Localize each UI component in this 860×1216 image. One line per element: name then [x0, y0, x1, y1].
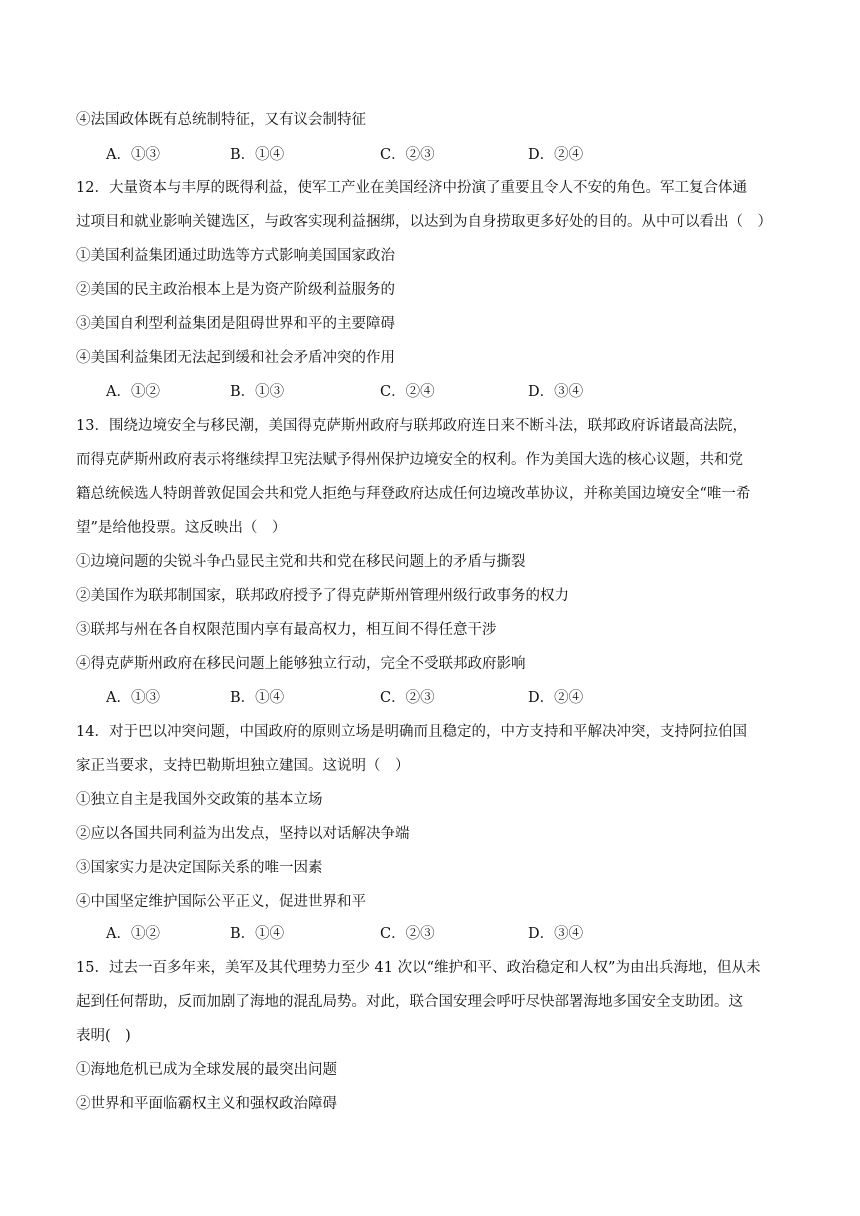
- q14-option-a[interactable]: A．①②: [106, 926, 160, 942]
- q12-options: [106, 382, 726, 402]
- q14-statement-3: ③国家实力是决定国际关系的唯一因素: [76, 860, 323, 876]
- q12-statement-3: ③美国自利型利益集团是阻碍世界和平的主要障碍: [76, 316, 395, 332]
- q14-statement-4: ④中国坚定维护国际公平正义，促进世界和平: [76, 894, 366, 910]
- q12-statement-1: ①美国利益集团通过助选等方式影响美国国家政治: [76, 248, 395, 264]
- q11-options: [106, 145, 726, 165]
- q13-option-b[interactable]: B．①④: [230, 690, 285, 706]
- q14-options: [106, 924, 726, 944]
- q13-option-d[interactable]: D．②④: [528, 690, 584, 706]
- q12-statement-2: ②美国的民主政治根本上是为资产阶级利益服务的: [76, 282, 395, 298]
- q14-stem-line-2: 家正当要求，支持巴勒斯坦独立建国。这说明（ ）: [76, 758, 410, 774]
- q13-option-c[interactable]: C．②③: [380, 690, 435, 706]
- q12-option-a[interactable]: A．①②: [106, 384, 160, 400]
- q11-option-b[interactable]: B．①④: [230, 147, 285, 163]
- q13-statement-2: ②美国作为联邦制国家，联邦政府授予了得克萨斯州管理州级行政事务的权力: [76, 588, 569, 604]
- q12-option-b[interactable]: B．①③: [230, 384, 285, 400]
- q14-option-d[interactable]: D．③④: [528, 926, 584, 942]
- q12-option-c[interactable]: C．②④: [380, 384, 435, 400]
- q15-stem-line-1: 15．过去一百多年来，美军及其代理势力至少 41 次以“维护和平、政治稳定和人权”为由出兵海地，但从未: [76, 960, 761, 976]
- q14-statement-2: ②应以各国共同利益为出发点，坚持以对话解决争端: [76, 826, 410, 842]
- q12-stem-line-2: 过项目和就业影响关键选区，与政客实现利益捆绑，以达到为自身捞取更多好处的目的。从中可以看出（ ）: [76, 214, 772, 230]
- q14-option-c[interactable]: C．②③: [380, 926, 435, 942]
- q13-stem-line-2: 而得克萨斯州政府表示将继续捍卫宪法赋予得州保护边境安全的权利。作为美国大选的核心议题，共和党: [76, 452, 743, 468]
- q13-statement-4: ④得克萨斯州政府在移民问题上能够独立行动，完全不受联邦政府影响: [76, 656, 526, 672]
- q13-options: [106, 688, 726, 708]
- q14-stem-line-1: 14．对于巴以冲突问题，中国政府的原则立场是明确而且稳定的，中方支持和平解决冲突，支持阿拉伯国: [76, 724, 747, 740]
- q14-statement-1: ①独立自主是我国外交政策的基本立场: [76, 792, 323, 808]
- q12-statement-4: ④美国利益集团无法起到缓和社会矛盾冲突的作用: [76, 350, 395, 366]
- q12-stem-line-1: 12．大量资本与丰厚的既得利益，使军工产业在美国经济中扮演了重要且令人不安的角色。军工复合体通: [76, 180, 747, 196]
- q13-stem-line-1: 13．围绕边境安全与移民潮，美国得克萨斯州政府与联邦政府连日来不断斗法，联邦政府诉诸最高法院，: [76, 418, 747, 434]
- q15-stem-line-3: 表明( ): [76, 1028, 131, 1044]
- q11-option-c[interactable]: C．②③: [380, 147, 435, 163]
- q15-statement-1: ①海地危机已成为全球发展的最突出问题: [76, 1062, 337, 1078]
- q14-option-b[interactable]: B．①④: [230, 926, 285, 942]
- q15-stem-line-2: 起到任何帮助，反而加剧了海地的混乱局势。对此，联合国安理会呼吁尽快部署海地多国安全支助团。这: [76, 994, 743, 1010]
- q12-option-d[interactable]: D．③④: [528, 384, 584, 400]
- q13-stem-line-4: 望”是给他投票。这反映出（ ）: [76, 520, 287, 536]
- q13-statement-3: ③联邦与州在各自权限范围内享有最高权力，相互间不得任意干涉: [76, 622, 497, 638]
- q13-statement-1: ①边境问题的尖锐斗争凸显民主党和共和党在移民问题上的矛盾与撕裂: [76, 554, 526, 570]
- q11-option-d[interactable]: D．②④: [528, 147, 584, 163]
- q15-statement-2: ②世界和平面临霸权主义和强权政治障碍: [76, 1096, 337, 1112]
- q11-option-a[interactable]: A．①③: [106, 147, 160, 163]
- q11-statement-4: ④法国政体既有总统制特征，又有议会制特征: [76, 112, 366, 128]
- q13-option-a[interactable]: A．①③: [106, 690, 160, 706]
- q13-stem-line-3: 籍总统候选人特朗普敦促国会共和党人拒绝与拜登政府达成任何边境改革协议，并称美国边境安全“唯一希: [76, 486, 751, 502]
